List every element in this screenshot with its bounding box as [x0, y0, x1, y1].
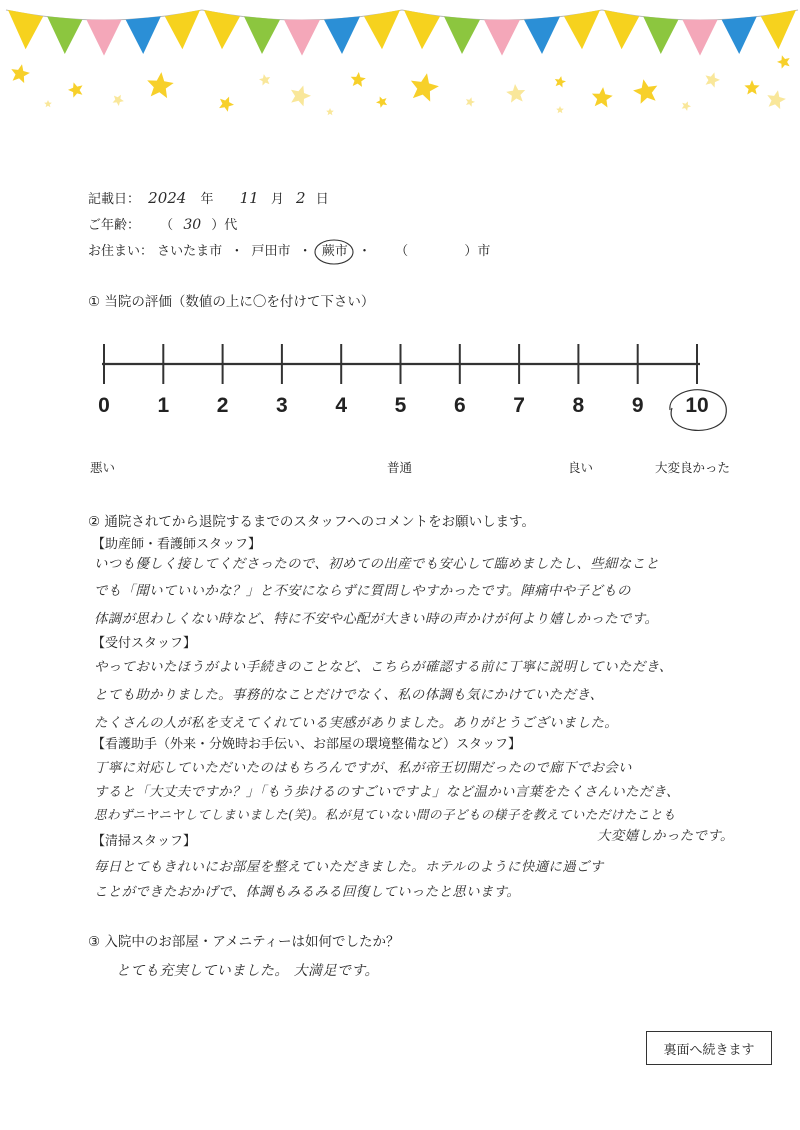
- star-icon: [466, 97, 475, 107]
- room-section-title: ③ 入院中のお部屋・アメニティーは如何でしたか？: [88, 934, 400, 950]
- residence-other-close: ）市: [464, 244, 491, 259]
- scale-number-3: 3: [276, 394, 288, 417]
- continue-on-back-box: [646, 1031, 772, 1065]
- star-icon: [744, 80, 759, 95]
- assistant-comment-line: 大変嬉しかったです。: [597, 829, 734, 844]
- age-open: （: [160, 218, 174, 233]
- residence-option-warabi: [320, 244, 354, 259]
- residence-option-warabi-label: 蕨市: [321, 244, 348, 259]
- bunting-flag: [444, 16, 480, 54]
- midwife-comment-line: 体調が思わしくない時など、特に不安や心配が大きい時の声かけが何より嬉しかったです。: [94, 612, 659, 627]
- assistant-comment-line: 思わずニヤニヤしてしまいました(笑)。私が見ていない間の子どもの様子を教えていただけたことも: [94, 807, 676, 822]
- scale-label-good: 良い: [568, 460, 594, 475]
- star-icon: [351, 72, 366, 87]
- bunting-flag: [484, 20, 520, 56]
- rating-section-title: ① 当院の評価（数値の上に〇を付けて下さい）: [88, 294, 375, 310]
- date-year: 2024: [148, 189, 187, 207]
- cleaning-comment-line: 毎日とてもきれいにお部屋を整えていただきました。ホテルのように快適に過ごす: [94, 860, 604, 875]
- star-icon: [506, 84, 525, 103]
- scale-number-9: 9: [631, 394, 644, 417]
- star-icon: [376, 97, 387, 108]
- age-close: ）代: [211, 218, 238, 233]
- separator: ・: [298, 244, 312, 259]
- star-icon: [219, 97, 234, 112]
- bunting-flag: [86, 20, 121, 56]
- reception-comment-line: とても助かりました。事務的なことだけでなく、私の体調も気にかけていただき、: [94, 688, 604, 703]
- bunting-flag: [404, 10, 440, 49]
- scale-number-8: 8: [572, 394, 585, 417]
- star-icon: [291, 86, 311, 107]
- star-icon: [411, 73, 439, 101]
- separator: ・: [230, 244, 244, 259]
- date-month-unit: 月: [270, 192, 284, 207]
- star-icon: [259, 74, 270, 85]
- star-icon: [706, 72, 721, 87]
- bunting-flag: [761, 10, 796, 49]
- star-icon: [44, 100, 52, 107]
- date-month: 11: [239, 189, 259, 207]
- star-icon: [777, 55, 790, 68]
- room-answer: とても充実していました。 大満足です。: [116, 963, 379, 979]
- date-row: [88, 188, 329, 207]
- cleaning-label: 【清掃スタッフ】: [92, 834, 197, 849]
- staff-section-title: ② 通院されてから退院するまでのスタッフへのコメントをお願いします。: [88, 514, 536, 530]
- rating-scale: [90, 336, 730, 386]
- star-icon: [682, 101, 691, 111]
- bunting-flag: [8, 10, 43, 49]
- residence-row: [88, 240, 490, 259]
- date-year-unit: 年: [200, 192, 214, 207]
- star-icon: [592, 87, 613, 107]
- star-icon: [633, 79, 657, 104]
- midwife-comment-line: いつも優しく接してくださったので、初めての出産でも安心して臨めましたし、些細なこと: [94, 557, 660, 572]
- reception-comment-line: やっておいたほうがよい手続きのことなど、こちらが確認する前に丁寧に説明していただき、: [94, 660, 673, 675]
- date-label: 記載日：: [88, 192, 141, 207]
- scale-number-7: 7: [513, 394, 525, 417]
- bunting-decoration: [0, 0, 800, 120]
- bunting-flag: [324, 16, 360, 54]
- cleaning-comment-line: ことができたおかげで、体調もみるみる回復していったと思います。: [94, 885, 521, 900]
- age-value: 30: [183, 217, 202, 233]
- bunting-flag: [204, 10, 240, 49]
- assistant-label: 【看護助手（外来・分娩時お手伝い、お部屋の環境整備など）スタッフ】: [92, 737, 522, 752]
- bunting-flag: [524, 16, 560, 54]
- bunting-flag: [284, 20, 320, 56]
- star-icon: [767, 90, 786, 109]
- star-icon: [326, 108, 334, 115]
- residence-option-toda: 戸田市: [251, 244, 291, 259]
- bunting-flag: [47, 16, 82, 54]
- continue-label: 裏面へ続きます: [663, 1042, 755, 1058]
- star-icon: [556, 106, 564, 113]
- scale-number-4: 4: [335, 394, 348, 417]
- star-icon: [11, 64, 30, 83]
- star-icon: [113, 95, 124, 106]
- scale-label-great: 大変良かった: [655, 460, 731, 475]
- scale-number-10: 10: [685, 394, 709, 417]
- residence-label: お住まい：: [88, 244, 154, 259]
- bunting-flag: [244, 16, 280, 54]
- scale-number-5: 5: [394, 394, 407, 417]
- residence-option-saitama: さいたま市: [157, 244, 223, 259]
- scale-number-6: 6: [453, 394, 466, 417]
- date-day: 2: [296, 189, 306, 207]
- reception-comment-line: たくさんの人が私を支えてくれている実感がありました。ありがとうございました。: [94, 716, 619, 731]
- bunting-flag: [604, 10, 639, 49]
- midwife-label: 【助産師・看護師スタッフ】: [92, 537, 262, 552]
- scale-label-normal: 普通: [387, 460, 413, 475]
- assistant-comment-line: 丁寧に対応していただいたのはもちろんですが、私が帝王切開だったので廊下でお会い: [94, 761, 632, 776]
- bunting-flag: [564, 10, 600, 49]
- midwife-comment-line: でも「聞いていいかな？」と不安にならずに質問しやすかったです。陣痛中や子どもの: [94, 584, 631, 599]
- reception-label: 【受付スタッフ】: [92, 636, 197, 651]
- age-row: [88, 214, 237, 233]
- bunting-flag: [643, 16, 678, 54]
- residence-other-open: （: [395, 244, 409, 259]
- separator: ・: [357, 244, 371, 259]
- star-icon: [555, 76, 566, 87]
- scale-number-1: 1: [157, 394, 170, 417]
- bunting-flag: [364, 10, 400, 49]
- scale-number-0: 0: [98, 394, 110, 417]
- scale-label-bad: 悪い: [90, 460, 116, 475]
- bunting-flag: [722, 16, 757, 54]
- bunting-flag: [682, 20, 717, 56]
- star-icon: [68, 82, 83, 97]
- assistant-comment-line: すると「大丈夫ですか？」「もう歩けるのすごいですよ」など温かい言葉をたくさんいただき、: [94, 785, 680, 800]
- bunting-flag: [126, 16, 161, 54]
- date-day-unit: 日: [315, 192, 329, 207]
- selection-circle-mark: [314, 237, 354, 267]
- rating-circle-mark: [662, 384, 732, 436]
- bunting-flag: [165, 10, 200, 49]
- age-label: ご年齢：: [88, 218, 141, 233]
- scale-number-2: 2: [216, 394, 229, 417]
- star-icon: [147, 72, 174, 98]
